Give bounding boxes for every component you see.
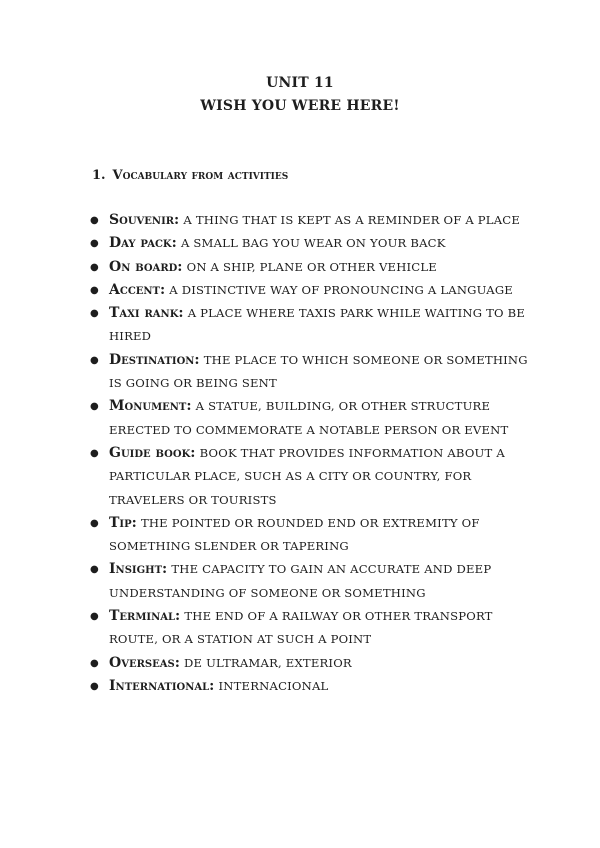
- vocab-definition: A PLACE WHERE TAXIS PARK WHILE WAITING TO BE HIRED: [109, 306, 525, 344]
- vocab-item: [90, 302, 530, 349]
- vocab-term: International:: [109, 677, 215, 694]
- vocab-item: [90, 395, 530, 442]
- vocab-term: Terminal:: [109, 608, 181, 625]
- vocab-term: Monument:: [109, 398, 192, 415]
- vocab-term: On board:: [109, 258, 183, 275]
- vocab-item: [90, 209, 530, 232]
- vocab-definition: THE POINTED OR ROUNDED END OR EXTREMITY OF SOMETHING SLENDER OR TAPERING: [109, 515, 480, 554]
- vocab-definition: A DISTINCTIVE WAY OF PRONOUNCING A LANGUAGE: [169, 282, 513, 297]
- vocab-item: [90, 442, 530, 512]
- unit-title: WISH YOU WERE HERE!: [200, 98, 400, 114]
- vocab-term: Accent:: [109, 281, 166, 298]
- vocab-term: Tip:: [109, 514, 137, 531]
- vocab-term: Guide book:: [109, 444, 196, 461]
- vocab-item: [90, 232, 530, 255]
- vocab-term: Destination:: [109, 351, 200, 368]
- vocab-item: [90, 512, 530, 559]
- vocabulary-list: [90, 209, 530, 698]
- vocab-definition: THE CAPACITY TO GAIN AN ACCURATE AND DEEP UNDERSTANDING OF SOMEONE OR SOMETHING: [109, 562, 492, 600]
- vocab-definition: THE PLACE TO WHICH SOMEONE OR SOMETHING IS GOING OR BEING SENT: [109, 352, 528, 391]
- vocab-definition: BOOK THAT PROVIDES INFORMATION ABOUT A PARTICULAR PLACE, SUCH AS A CITY OR COUNTRY, FOR TRAVELERS OR TOURISTS: [109, 445, 505, 507]
- vocab-definition: A STATUE, BUILDING, OR OTHER STRUCTURE ERECTED TO COMMEMORATE A NOTABLE PERSON OR EVENT: [109, 399, 509, 437]
- vocab-item: [90, 256, 530, 279]
- vocab-definition: A SMALL BAG YOU WEAR ON YOUR BACK: [180, 236, 446, 251]
- vocab-definition: A THING THAT IS KEPT AS A REMINDER OF A PLACE: [183, 213, 521, 227]
- vocab-term: Taxi rank:: [109, 305, 184, 322]
- vocab-term: Overseas:: [109, 654, 180, 671]
- vocab-term: Souvenir:: [109, 212, 180, 228]
- vocab-item: [90, 349, 530, 396]
- vocab-term: Insight:: [109, 561, 168, 578]
- section-heading: [92, 168, 288, 183]
- vocab-term: Day pack:: [109, 235, 177, 252]
- vocab-definition: ON A SHIP, PLANE OR OTHER VEHICLE: [186, 259, 437, 274]
- vocab-item: [90, 652, 530, 675]
- section-number: 1.: [92, 168, 106, 183]
- vocab-item: [90, 279, 530, 302]
- vocab-item: [90, 605, 530, 652]
- unit-number: UNIT 11: [266, 75, 334, 91]
- vocab-definition: DE ULTRAMAR, EXTERIOR: [184, 655, 352, 670]
- vocab-definition: THE END OF A RAILWAY OR OTHER TRANSPORT ROUTE, OR A STATION AT SUCH A POINT: [109, 609, 493, 647]
- vocab-definition: INTERNACIONAL: [218, 678, 329, 693]
- vocab-item: [90, 675, 530, 698]
- vocab-item: [90, 558, 530, 605]
- section-title: Vocabulary from activities: [112, 168, 289, 183]
